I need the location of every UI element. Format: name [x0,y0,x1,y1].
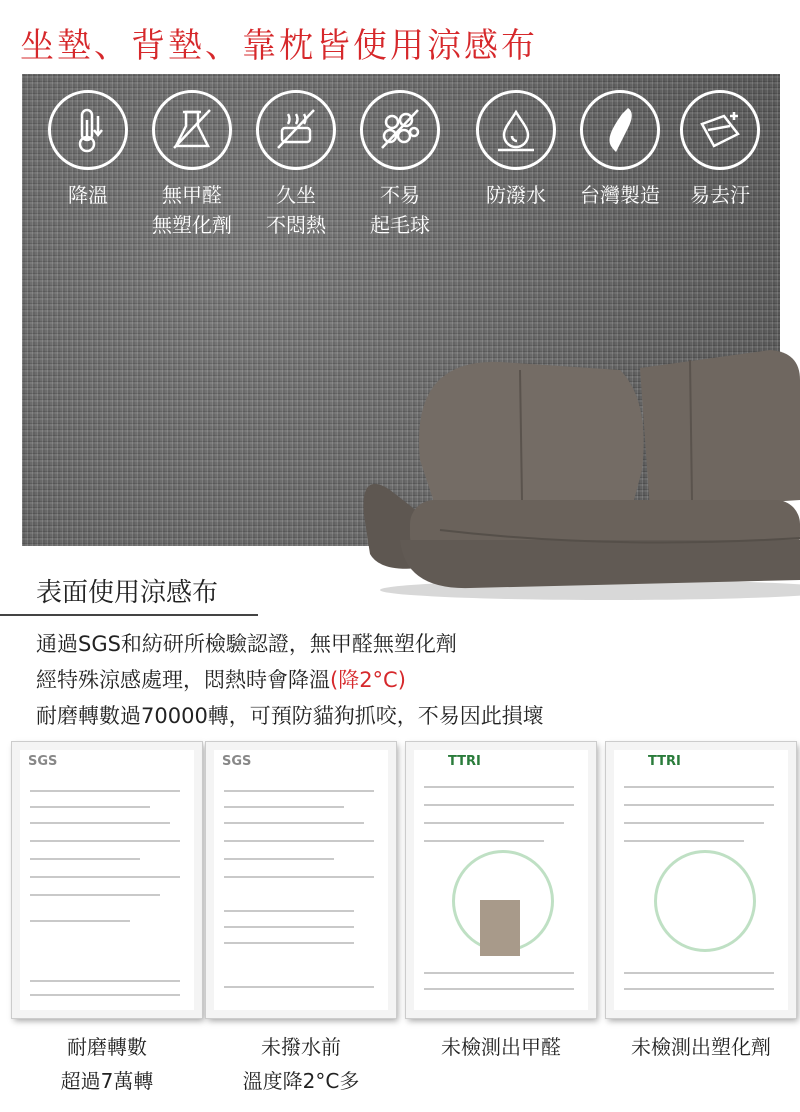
certificate-caption [606,1030,796,1064]
caption-line: 未撥水前 [261,1035,341,1059]
feature-label-line: 台灣製造 [580,183,660,207]
feature-easy-clean [666,90,774,210]
temperature-highlight: (降2°C) [330,668,406,692]
feature-label-line: 起毛球 [370,213,430,237]
certificate-ttri-plasticizer [606,742,796,1018]
water-drop-icon [476,90,556,170]
caption-line: 耐磨轉數 [67,1035,147,1059]
caption-line: 未檢測出甲醛 [441,1035,561,1059]
feature-label-line: 防潑水 [486,183,546,207]
sofa-image [350,340,800,602]
feature-label-line: 無甲醛 [162,183,222,207]
certificate-caption [206,1030,396,1098]
certificate-sgs-abrasion [12,742,202,1018]
description-line-3: 耐磨轉數過70000轉，可預防貓狗抓咬，不易因此損壞 [36,704,544,728]
section-divider [0,614,258,616]
certificate-logo: TTRI [648,754,681,769]
description-line-1: 通過SGS和紡研所檢驗認證，無甲醛無塑化劑 [36,632,457,656]
certificate-ttri-formaldehyde [406,742,596,1018]
certificate-sgs-cooling [206,742,396,1018]
taiwan-map-icon [580,90,660,170]
feature-label-line: 久坐 [276,183,316,207]
caption-line: 超過7萬轉 [60,1069,154,1093]
certification-seal [654,850,756,952]
feature-label-line: 降溫 [68,183,108,207]
certificate-logo: SGS [28,754,58,769]
feature-label-line: 無塑化劑 [152,213,232,237]
feature-no-formaldehyde [138,90,246,240]
certificate-logo: SGS [222,754,252,769]
easy-clean-cloth-icon [680,90,760,170]
fabric-sample [480,900,520,956]
feature-no-stuffy-heat [242,90,350,240]
feature-label-line: 易去汙 [690,183,750,207]
description-line-2 [36,664,776,694]
feature-no-pilling [346,90,454,240]
thermometer-icon [48,90,128,170]
certificate-caption [12,1030,202,1098]
feature-made-in-taiwan [566,90,674,210]
certificate-logo: TTRI [448,754,481,769]
feature-label-line: 不悶熱 [266,213,326,237]
no-chemical-flask-icon [152,90,232,170]
headline: 坐墊、背墊、靠枕皆使用涼感布 [20,26,538,66]
feature-label-line: 不易 [380,183,420,207]
feature-cooling [34,90,142,210]
section-title: 表面使用涼感布 [36,578,219,608]
no-pilling-icon [360,90,440,170]
caption-line: 未檢測出塑化劑 [631,1035,771,1059]
caption-line: 溫度降2°C多 [242,1069,360,1093]
description-line-2-text: 經特殊涼感處理，悶熱時會降溫 [36,668,330,692]
certificate-caption [406,1030,596,1064]
feature-water-repellent [462,90,570,210]
no-heat-seat-icon [256,90,336,170]
